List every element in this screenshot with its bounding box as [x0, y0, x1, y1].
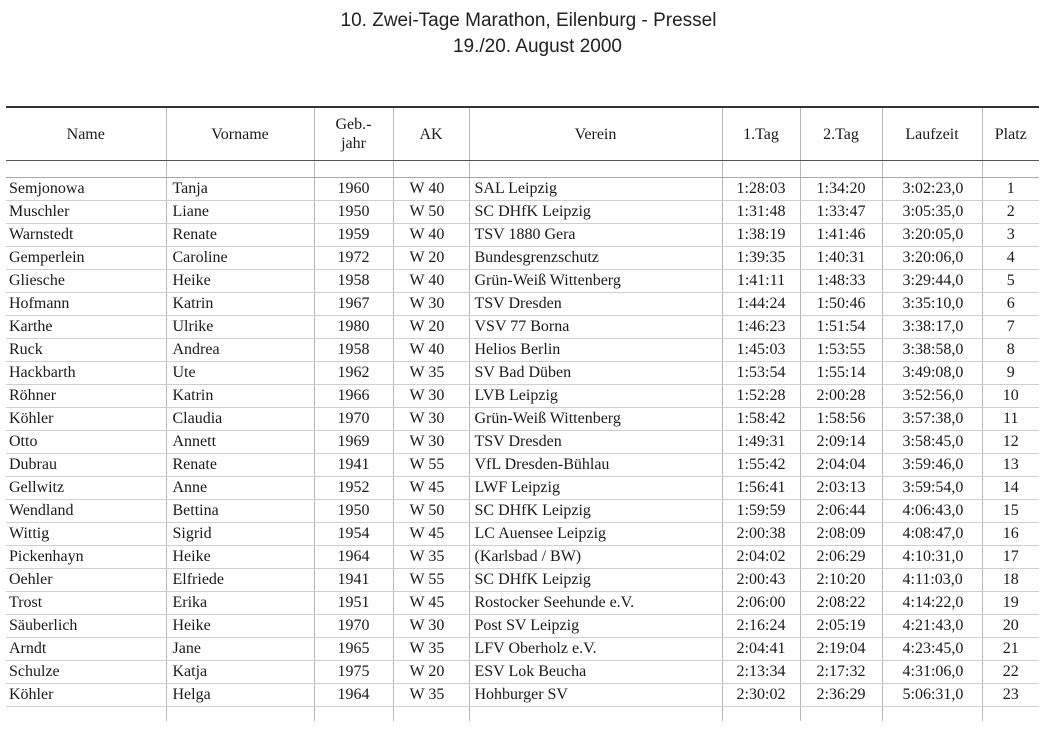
cell-geb: 1952: [314, 477, 393, 500]
cell-laufzeit: 4:10:31,0: [882, 546, 982, 569]
cell-geb: 1959: [314, 224, 393, 247]
cell-tag2: 1:55:14: [800, 362, 882, 385]
cell-tag2: 2:08:22: [800, 592, 882, 615]
cell-tag1: 1:38:19: [722, 224, 800, 247]
cell-tag1: 2:04:02: [722, 546, 800, 569]
cell-laufzeit: 4:23:45,0: [882, 638, 982, 661]
cell-name: Säuberlich: [6, 615, 166, 638]
cell-tag1: 2:06:00: [722, 592, 800, 615]
cell-vorname: Ute: [166, 362, 314, 385]
cell-tag2: 2:17:32: [800, 661, 882, 684]
cell-tag2: 1:34:20: [800, 178, 882, 201]
cell-ak: W 35: [393, 638, 469, 661]
cell-geb: 1972: [314, 247, 393, 270]
cell-geb: 1958: [314, 339, 393, 362]
cell-geb: 1950: [314, 201, 393, 224]
table-row: [6, 661, 1039, 684]
cell-platz: 17: [982, 546, 1039, 569]
cell-tag1: 2:30:02: [722, 684, 800, 707]
cell-platz: 19: [982, 592, 1039, 615]
cell-verein: TSV 1880 Gera: [469, 224, 722, 247]
table-row: [6, 546, 1039, 569]
cell-laufzeit: 3:57:38,0: [882, 408, 982, 431]
cell-name: Wendland: [6, 500, 166, 523]
cell-tag2: 1:51:54: [800, 316, 882, 339]
cell-laufzeit: 3:58:45,0: [882, 431, 982, 454]
cell-tag1: 1:44:24: [722, 293, 800, 316]
cell-vorname: Claudia: [166, 408, 314, 431]
table-row: [6, 477, 1039, 500]
cell-vorname: Katja: [166, 661, 314, 684]
col-header-platz: Platz: [982, 107, 1039, 161]
cell-name: Arndt: [6, 638, 166, 661]
cell-tag1: 1:46:23: [722, 316, 800, 339]
cell-vorname: Andrea: [166, 339, 314, 362]
document-date: 19./20. August 2000: [452, 36, 623, 57]
cell-verein: LVB Leipzig: [469, 385, 722, 408]
table-row: [6, 293, 1039, 316]
cell-ak: W 40: [393, 178, 469, 201]
cell-geb: 1954: [314, 523, 393, 546]
cell-tag2: 2:08:09: [800, 523, 882, 546]
cell-vorname: Katrin: [166, 385, 314, 408]
cell-name: Gellwitz: [6, 477, 166, 500]
cell-verein: Hohburger SV: [469, 684, 722, 707]
cell-geb: 1950: [314, 500, 393, 523]
cell-platz: 12: [982, 431, 1039, 454]
cell-vorname: Heike: [166, 270, 314, 293]
cell-vorname: Anne: [166, 477, 314, 500]
cell-verein: SC DHfK Leipzig: [469, 201, 722, 224]
cell-geb: 1970: [314, 615, 393, 638]
cell-laufzeit: 3:59:46,0: [882, 454, 982, 477]
cell-vorname: Ulrike: [166, 316, 314, 339]
cell-tag2: 2:36:29: [800, 684, 882, 707]
cell-vorname: Tanja: [166, 178, 314, 201]
table-row: [6, 615, 1039, 638]
cell-name: Gemperlein: [6, 247, 166, 270]
cell-tag2: 2:06:29: [800, 546, 882, 569]
cell-verein: SAL Leipzig: [469, 178, 722, 201]
cell-verein: VfL Dresden-Bühlau: [469, 454, 722, 477]
col-header-laufzeit: Laufzeit: [882, 107, 982, 161]
table-row: [6, 201, 1039, 224]
header-row: [6, 107, 1039, 161]
cell-tag1: 1:55:42: [722, 454, 800, 477]
table-row: [6, 270, 1039, 293]
cell-platz: 1: [982, 178, 1039, 201]
cell-vorname: Annett: [166, 431, 314, 454]
cell-laufzeit: 3:02:23,0: [882, 178, 982, 201]
cell-name: Schulze: [6, 661, 166, 684]
cell-name: Muschler: [6, 201, 166, 224]
cell-ak: W 50: [393, 500, 469, 523]
cell-tag1: 1:59:59: [722, 500, 800, 523]
cell-name: Wittig: [6, 523, 166, 546]
cell-verein: ESV Lok Beucha: [469, 661, 722, 684]
cell-name: Semjonowa: [6, 178, 166, 201]
cell-ak: W 35: [393, 684, 469, 707]
cell-tag1: 2:04:41: [722, 638, 800, 661]
table-row: [6, 247, 1039, 270]
cell-verein: Post SV Leipzig: [469, 615, 722, 638]
col-header-geb-line2: jahr: [341, 135, 366, 152]
cell-ak: W 30: [393, 408, 469, 431]
cell-tag1: 2:00:38: [722, 523, 800, 546]
cell-verein: VSV 77 Borna: [469, 316, 722, 339]
table-row: [6, 523, 1039, 546]
cell-tag1: 1:58:42: [722, 408, 800, 431]
cell-tag2: 2:05:19: [800, 615, 882, 638]
cell-ak: W 40: [393, 270, 469, 293]
cell-ak: W 40: [393, 224, 469, 247]
cell-platz: 6: [982, 293, 1039, 316]
cell-geb: 1969: [314, 431, 393, 454]
cell-geb: 1965: [314, 638, 393, 661]
document-header: [0, 8, 1057, 60]
cell-platz: 2: [982, 201, 1039, 224]
col-header-name: Name: [6, 107, 166, 161]
cell-vorname: Erika: [166, 592, 314, 615]
cell-name: Köhler: [6, 684, 166, 707]
cell-laufzeit: 3:29:44,0: [882, 270, 982, 293]
cell-vorname: Heike: [166, 546, 314, 569]
cell-ak: W 45: [393, 523, 469, 546]
cell-name: Hofmann: [6, 293, 166, 316]
cell-vorname: Caroline: [166, 247, 314, 270]
cell-laufzeit: 3:49:08,0: [882, 362, 982, 385]
cell-verein: Grün-Weiß Wittenberg: [469, 408, 722, 431]
spacer-row: [6, 161, 1039, 178]
cell-geb: 1967: [314, 293, 393, 316]
cell-verein: SC DHfK Leipzig: [469, 500, 722, 523]
cell-tag2: 2:19:04: [800, 638, 882, 661]
table-row: [6, 569, 1039, 592]
cell-laufzeit: 3:35:10,0: [882, 293, 982, 316]
cell-verein: Grün-Weiß Wittenberg: [469, 270, 722, 293]
cell-geb: 1962: [314, 362, 393, 385]
table-row: [6, 316, 1039, 339]
cell-name: Röhner: [6, 385, 166, 408]
results-table: [6, 106, 1039, 721]
cell-laufzeit: 4:08:47,0: [882, 523, 982, 546]
cell-verein: LWF Leipzig: [469, 477, 722, 500]
cell-tag1: 1:56:41: [722, 477, 800, 500]
col-header-tag1: 1.Tag: [722, 107, 800, 161]
cell-verein: SC DHfK Leipzig: [469, 569, 722, 592]
cell-platz: 9: [982, 362, 1039, 385]
cell-tag1: 1:53:54: [722, 362, 800, 385]
cell-tag1: 1:39:35: [722, 247, 800, 270]
cell-tag2: 2:06:44: [800, 500, 882, 523]
cell-verein: TSV Dresden: [469, 293, 722, 316]
table-row: [6, 408, 1039, 431]
cell-tag2: 2:09:14: [800, 431, 882, 454]
cell-platz: 18: [982, 569, 1039, 592]
cell-tag2: 1:58:56: [800, 408, 882, 431]
col-header-ak: AK: [393, 107, 469, 161]
table-row: [6, 592, 1039, 615]
cell-verein: Rostocker Seehunde e.V.: [469, 592, 722, 615]
cell-tag2: 1:40:31: [800, 247, 882, 270]
cell-geb: 1958: [314, 270, 393, 293]
col-header-vorname: Vorname: [166, 107, 314, 161]
table-row: [6, 454, 1039, 477]
cell-ak: W 55: [393, 569, 469, 592]
cell-platz: 23: [982, 684, 1039, 707]
cell-tag1: 1:49:31: [722, 431, 800, 454]
cell-laufzeit: 3:52:56,0: [882, 385, 982, 408]
cell-platz: 8: [982, 339, 1039, 362]
cell-tag2: 1:48:33: [800, 270, 882, 293]
cell-name: Otto: [6, 431, 166, 454]
cell-geb: 1941: [314, 454, 393, 477]
cell-tag2: 1:33:47: [800, 201, 882, 224]
cell-platz: 7: [982, 316, 1039, 339]
cell-tag1: 1:45:03: [722, 339, 800, 362]
cell-verein: (Karlsbad / BW): [469, 546, 722, 569]
cell-laufzeit: 4:31:06,0: [882, 661, 982, 684]
cell-platz: 5: [982, 270, 1039, 293]
cell-name: Karthe: [6, 316, 166, 339]
cell-ak: W 30: [393, 293, 469, 316]
cell-laufzeit: 4:06:43,0: [882, 500, 982, 523]
cell-laufzeit: 3:59:54,0: [882, 477, 982, 500]
cell-tag2: 2:03:13: [800, 477, 882, 500]
cell-verein: SV Bad Düben: [469, 362, 722, 385]
cell-verein: Helios Berlin: [469, 339, 722, 362]
cell-ak: W 55: [393, 454, 469, 477]
cell-name: Ruck: [6, 339, 166, 362]
col-header-geb: [314, 107, 393, 161]
cell-geb: 1964: [314, 684, 393, 707]
cell-laufzeit: 3:05:35,0: [882, 201, 982, 224]
cell-vorname: Renate: [166, 224, 314, 247]
cell-name: Köhler: [6, 408, 166, 431]
table-row: [6, 339, 1039, 362]
cell-name: Warnstedt: [6, 224, 166, 247]
cell-laufzeit: 3:38:17,0: [882, 316, 982, 339]
col-header-tag2: 2.Tag: [800, 107, 882, 161]
cell-verein: TSV Dresden: [469, 431, 722, 454]
cell-tag2: 1:50:46: [800, 293, 882, 316]
cell-geb: 1970: [314, 408, 393, 431]
cell-laufzeit: 4:11:03,0: [882, 569, 982, 592]
cell-ak: W 50: [393, 201, 469, 224]
cell-ak: W 30: [393, 615, 469, 638]
table-row: [6, 224, 1039, 247]
table-row: [6, 178, 1039, 201]
cell-name: Hackbarth: [6, 362, 166, 385]
cell-vorname: Liane: [166, 201, 314, 224]
cell-platz: 16: [982, 523, 1039, 546]
cell-laufzeit: 4:21:43,0: [882, 615, 982, 638]
cell-name: Oehler: [6, 569, 166, 592]
cell-ak: W 40: [393, 339, 469, 362]
cell-tag1: 2:13:34: [722, 661, 800, 684]
cell-name: Dubrau: [6, 454, 166, 477]
cell-platz: 21: [982, 638, 1039, 661]
cell-geb: 1951: [314, 592, 393, 615]
table-row: [6, 385, 1039, 408]
cell-verein: Bundesgrenzschutz: [469, 247, 722, 270]
cell-laufzeit: 3:20:05,0: [882, 224, 982, 247]
cell-laufzeit: 3:20:06,0: [882, 247, 982, 270]
cell-name: Gliesche: [6, 270, 166, 293]
cell-platz: 10: [982, 385, 1039, 408]
cell-platz: 4: [982, 247, 1039, 270]
cell-vorname: Elfriede: [166, 569, 314, 592]
cell-laufzeit: 3:38:58,0: [882, 339, 982, 362]
cell-geb: 1964: [314, 546, 393, 569]
cell-tag2: 2:10:20: [800, 569, 882, 592]
cell-platz: 11: [982, 408, 1039, 431]
table-row: [6, 638, 1039, 661]
cell-ak: W 45: [393, 592, 469, 615]
cell-geb: 1975: [314, 661, 393, 684]
cell-platz: 14: [982, 477, 1039, 500]
cell-platz: 13: [982, 454, 1039, 477]
cell-ak: W 35: [393, 546, 469, 569]
col-header-verein: Verein: [469, 107, 722, 161]
cell-platz: 22: [982, 661, 1039, 684]
cell-platz: 3: [982, 224, 1039, 247]
cell-tag1: 1:41:11: [722, 270, 800, 293]
cell-platz: 15: [982, 500, 1039, 523]
cell-name: Trost: [6, 592, 166, 615]
cell-platz: 20: [982, 615, 1039, 638]
cell-ak: W 30: [393, 385, 469, 408]
cell-ak: W 45: [393, 477, 469, 500]
cell-geb: 1966: [314, 385, 393, 408]
cell-vorname: Bettina: [166, 500, 314, 523]
cell-name: Pickenhayn: [6, 546, 166, 569]
cell-laufzeit: 4:14:22,0: [882, 592, 982, 615]
end-row: [6, 707, 1039, 722]
cell-ak: W 35: [393, 362, 469, 385]
cell-vorname: Helga: [166, 684, 314, 707]
cell-vorname: Jane: [166, 638, 314, 661]
col-header-geb-line1: Geb.-: [335, 116, 372, 133]
results-body: [6, 161, 1039, 722]
cell-vorname: Renate: [166, 454, 314, 477]
cell-geb: 1960: [314, 178, 393, 201]
cell-verein: LC Auensee Leipzig: [469, 523, 722, 546]
cell-tag2: 2:04:04: [800, 454, 882, 477]
cell-ak: W 20: [393, 661, 469, 684]
cell-ak: W 30: [393, 431, 469, 454]
cell-tag2: 1:53:55: [800, 339, 882, 362]
cell-vorname: Heike: [166, 615, 314, 638]
cell-ak: W 20: [393, 247, 469, 270]
table-row: [6, 500, 1039, 523]
cell-tag1: 2:16:24: [722, 615, 800, 638]
cell-geb: 1941: [314, 569, 393, 592]
cell-tag1: 1:31:48: [722, 201, 800, 224]
cell-tag1: 1:52:28: [722, 385, 800, 408]
cell-tag1: 1:28:03: [722, 178, 800, 201]
cell-ak: W 20: [393, 316, 469, 339]
cell-verein: LFV Oberholz e.V.: [469, 638, 722, 661]
table-row: [6, 362, 1039, 385]
cell-vorname: Katrin: [166, 293, 314, 316]
document-title: 10. Zwei-Tage Marathon, Eilenburg - Pressel: [340, 10, 717, 31]
cell-tag2: 2:00:28: [800, 385, 882, 408]
table-row: [6, 684, 1039, 707]
cell-laufzeit: 5:06:31,0: [882, 684, 982, 707]
cell-geb: 1980: [314, 316, 393, 339]
cell-tag2: 1:41:46: [800, 224, 882, 247]
cell-tag1: 2:00:43: [722, 569, 800, 592]
table-row: [6, 431, 1039, 454]
cell-vorname: Sigrid: [166, 523, 314, 546]
